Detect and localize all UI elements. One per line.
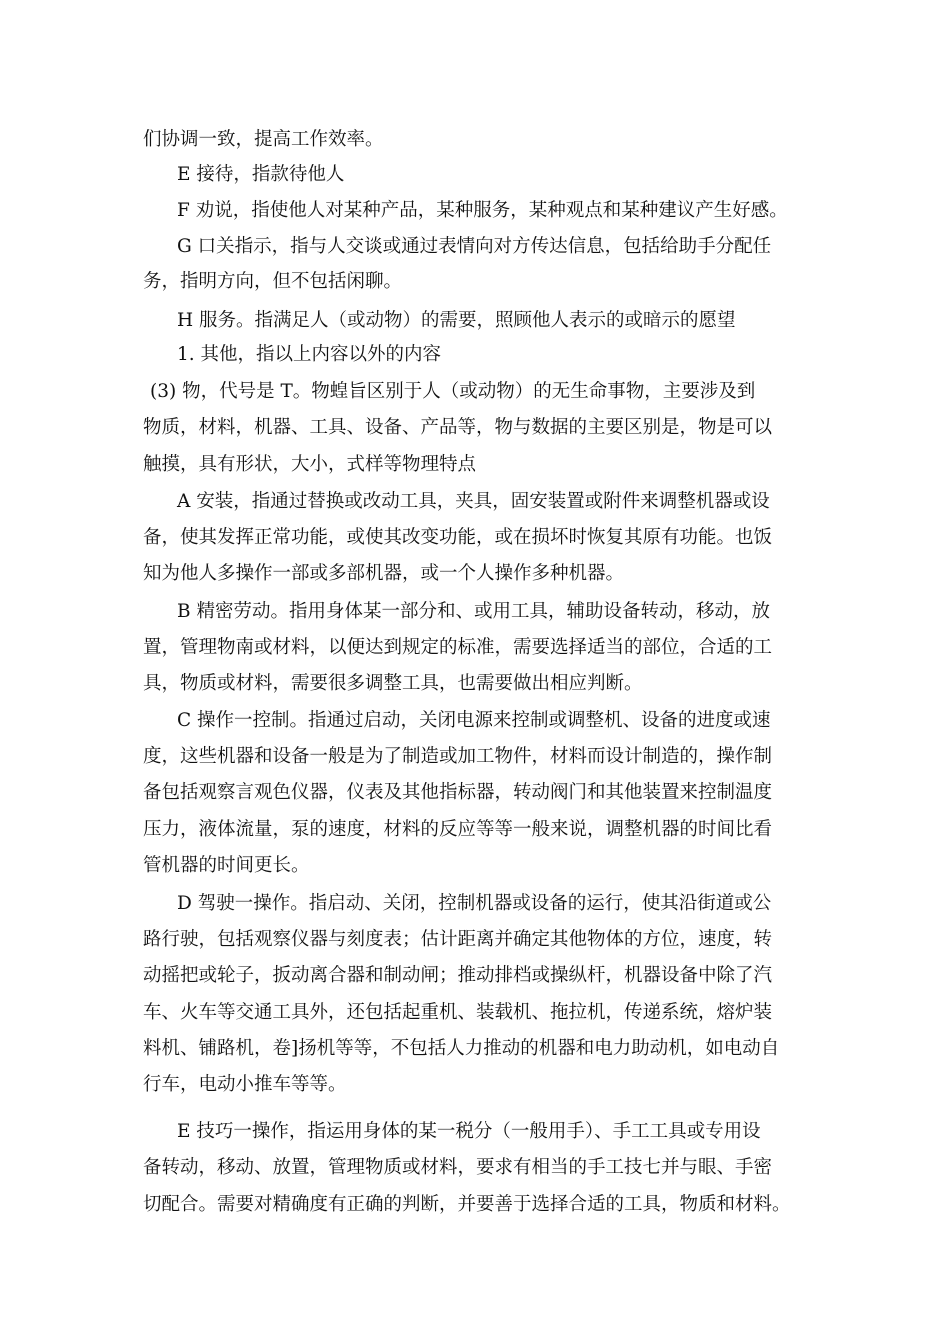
text-line: 动摇把或轮子，扳动离合器和制动闸；推动排档或操纵杆，机器设备中除了汽 [143,965,773,986]
text-line: 压力，液体流量，泵的速度，材料的反应等等一般来说，调整机器的时间比看 [143,819,773,840]
text-line: 们协调一致，提高工作效率。 [143,129,384,150]
text-line: 路行驶，包括观察仪器与刻度表；估计距离并确定其他物体的方位，速度，转 [143,929,773,950]
text-line: 备包括观察言观色仪器，仪表及其他指标器，转动阀门和其他装置来控制温度 [143,782,773,803]
text-line: 具，物质或材料，需要很多调整工具，也需要做出相应判断。 [143,673,643,694]
text-line: C 操作一控制。指通过启动，关闭电源来控制或调整机、设备的进度或速 [177,710,771,731]
text-line: 管机器的时间更长。 [143,855,310,876]
text-line: 备，使其发挥正常功能，或使其改变功能，或在损坏时恢复其原有功能。也饭 [143,527,773,548]
text-line: A 安装，指通过替换或改动工具，夹具，固安装置或附件来调整机器或设 [177,491,770,512]
text-line: E 接待，指款待他人 [177,164,345,185]
text-line: 车、火车等交通工具外，还包括起重机、装载机、拖拉机，传递系统，熔炉装 [143,1002,773,1023]
text-line: 务，指明方向，但不包括闲聊。 [143,271,403,292]
text-line: 置，管理物南或材料，以便达到规定的标准，需要选择适当的部位，合适的工 [143,637,773,658]
text-line: 料机、铺路机，卷]扬机等等，不包括人力推动的机器和电力助动机，如电动自 [143,1038,780,1059]
text-line: 度，这些机器和设备一般是为了制造或加工物件，材料而设计制造的，操作制 [143,746,773,767]
text-line: 行车，电动小推车等等。 [143,1074,347,1095]
text-line: 切配合。需要对精确度有正确的判断，并要善于选择合适的工具，物质和材料。 [143,1194,791,1215]
text-line: 触摸，具有形状，大小，式样等物理特点 [143,454,477,475]
text-line: 物质，材料，机器、工具、设备、产品等，物与数据的主要区别是，物是可以 [143,417,773,438]
text-line: H 服务。指满足人（或动物）的需要，照顾他人表示的或暗示的愿望 [177,310,736,331]
text-line: F 劝说，指使他人对某种产品，某种服务，某种观点和某种建议产生好感。 [177,200,788,221]
text-line: B 精密劳动。指用身体某一部分和、或用工具，辅助设备转动，移动，放 [177,601,770,622]
text-line: D 驾驶一操作。指启动、关闭，控制机器或设备的运行，使其沿街道或公 [177,893,772,914]
text-line: 备转动，移动、放置，管理物质或材料，要求有相当的手工技七并与眼、手密 [143,1157,773,1178]
text-line: G 口关指示，指与人交谈或通过表情向对方传达信息，包括给助手分配任 [177,236,772,257]
text-line: E 技巧一操作，指运用身体的某一税分（一般用手）、手工工具或专用设 [177,1121,761,1142]
text-line: (3) 物，代号是 T。物蝗旨区别于人（或动物）的无生命事物，主要涉及到 [150,381,756,402]
text-line: 1. 其他，指以上内容以外的内容 [177,344,442,365]
text-line: 知为他人多操作一部或多部机器，或一个人操作多种机器。 [143,563,625,584]
